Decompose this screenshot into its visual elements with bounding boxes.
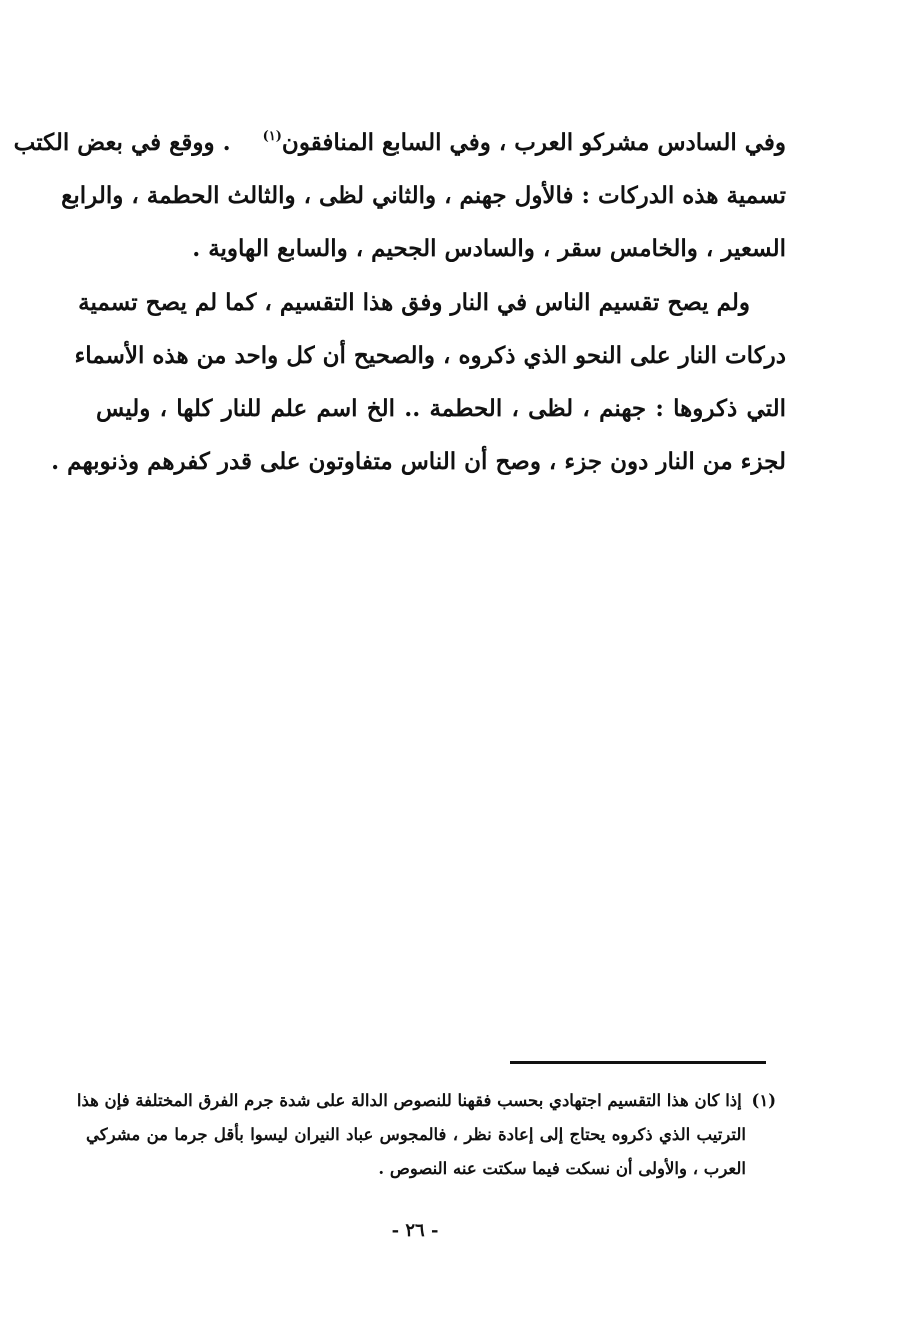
footnote-marker: (١)	[751, 1091, 776, 1110]
paragraph-1-line-3: السعير ، والخامس سقر ، والسادس الجحيم ، والسابع الهاوية .	[192, 235, 786, 262]
footnote-line-1-text: إذا كان هذا التقسيم اجتهادي بحسب فقهنا للنصوص الدالة على شدة جرم الفرق المختلفة فإن هذا	[76, 1091, 742, 1110]
paragraph-1-line-1-text: وفي السادس مشركو العرب ، وفي السابع المنافقون	[281, 129, 786, 156]
page-number: - ٢٦ -	[391, 1220, 439, 1241]
footnote-separator	[510, 1061, 766, 1064]
paragraph-2-line-1: ولم يصح تقسيم الناس في النار وفق هذا التقسيم ، كما لم يصح تسمية	[78, 289, 750, 316]
paragraph-2	[51, 276, 786, 488]
paragraph-1-line-2: تسمية هذه الدركات : فالأول جهنم ، والثاني لظى ، والثالث الحطمة ، والرابع	[61, 182, 786, 209]
paragraph-1	[13, 116, 786, 275]
paragraph-2-line-2: دركات النار على النحو الذي ذكروه ، والصحيح أن كل واحد من هذه الأسماء	[74, 342, 786, 369]
footnote-reference[interactable]: (١)	[262, 129, 282, 144]
paragraph-1-line-1-tail: . ووقع في بعض الكتب	[13, 129, 231, 156]
footnote-line-2: الترتيب الذي ذكروه يحتاج إلى إعادة نظر ، فالمجوس عباد النيران ليسوا بأقل جرما من مشركي	[86, 1125, 746, 1144]
footnote-line-1	[76, 1084, 776, 1118]
paragraph-2-line-3: التي ذكروها : جهنم ، لظى ، الحطمة .. الخ اسم علم للنار كلها ، وليس	[96, 395, 786, 422]
footnote	[76, 1084, 776, 1186]
paragraph-1-line-1	[13, 116, 786, 169]
footnote-line-3: العرب ، والأولى أن نسكت فيما سكتت عنه النصوص .	[378, 1159, 746, 1178]
paragraph-2-line-4: لجزء من النار دون جزء ، وصح أن الناس متفاوتون على قدر كفرهم وذنوبهم .	[51, 448, 786, 475]
